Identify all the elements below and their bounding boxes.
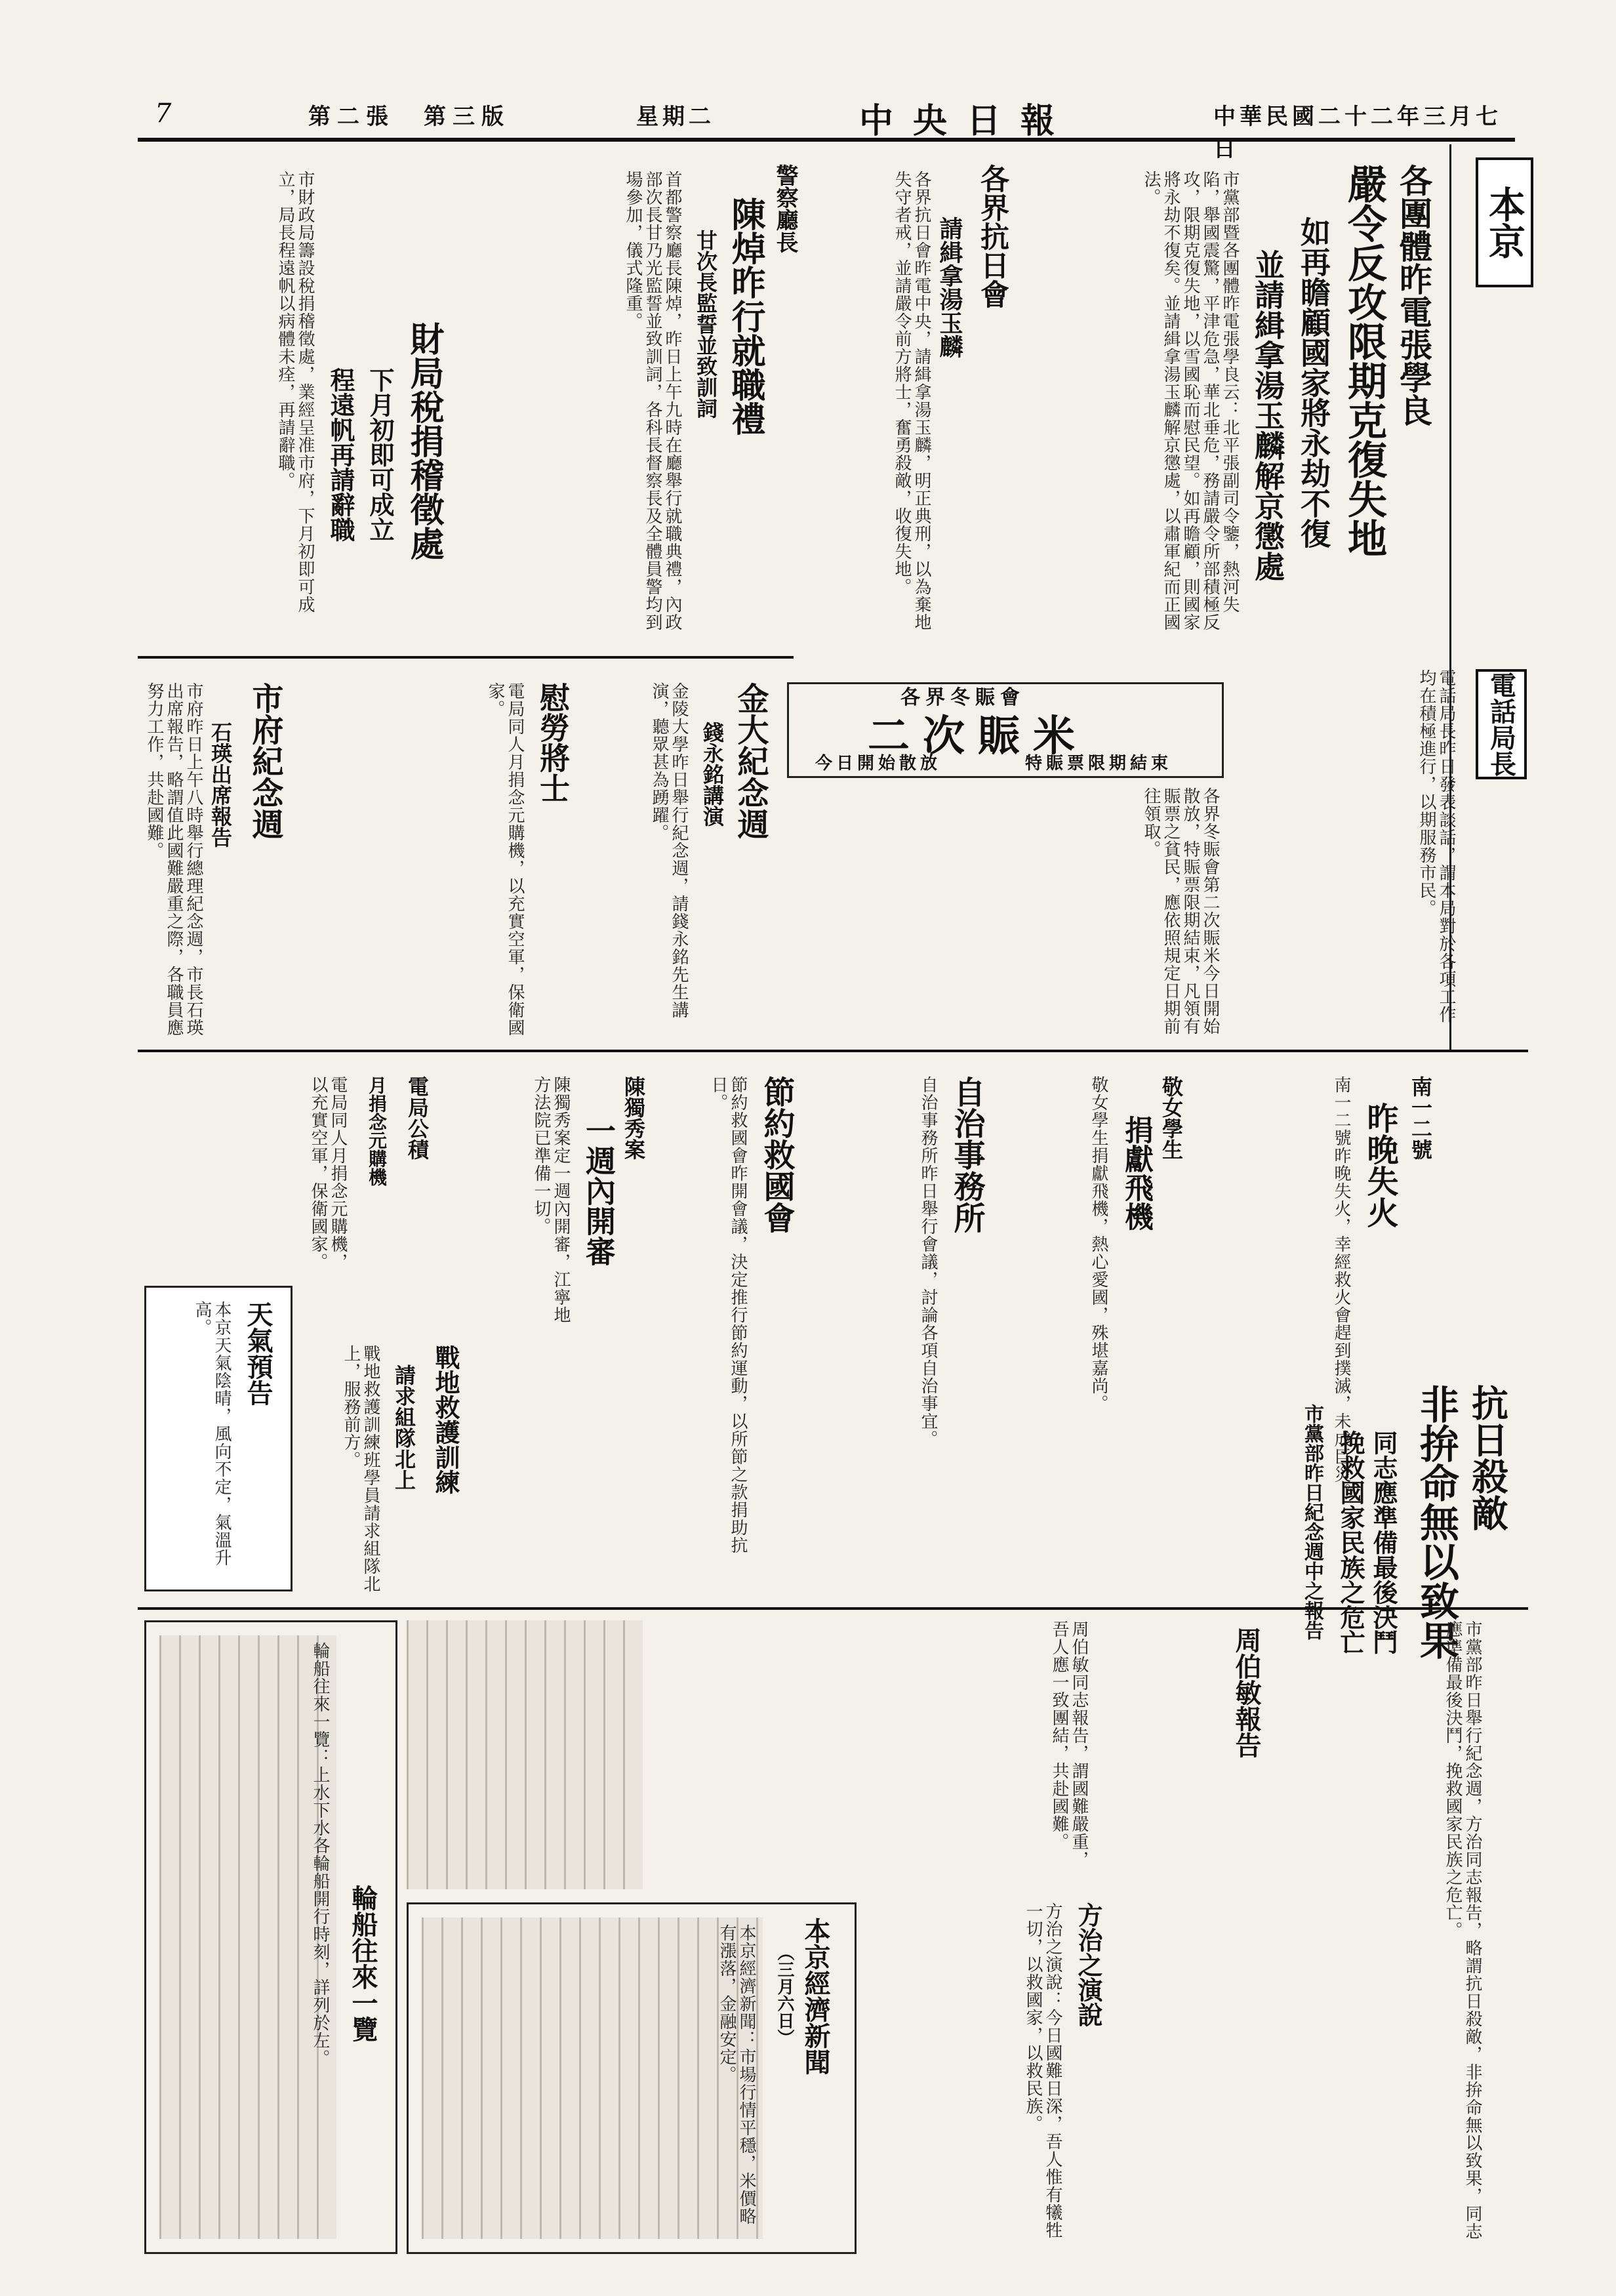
economy-date: （三月六日） <box>775 1944 794 2046</box>
headline-7-sub: 今日開始散放 <box>815 754 942 773</box>
headline-15-sub2: 挽救國家民族之危亡 <box>1336 1430 1365 1654</box>
weather-text: 本京天氣陰晴，風向不定，氣溫升高。 <box>192 1301 232 1567</box>
weather-title: 天氣預告 <box>243 1301 273 1406</box>
headline-10: 昨晚失火 <box>1362 1102 1398 1228</box>
headline-8: 金大紀念週 <box>732 682 769 840</box>
headline-5: 市府紀念週 <box>247 682 283 840</box>
headline-14: 捐獻飛機 <box>1120 1115 1153 1231</box>
headline-7: 二次賑米 <box>868 712 1088 761</box>
article-6-body: 電局同人月捐念元購機，以充實空軍，保衛國家。 <box>485 682 525 1036</box>
headline-11-sub: 陳獨秀案 <box>621 1076 646 1160</box>
headline-3: 陳焯昨行就職禮 <box>725 197 765 436</box>
headline-3-sub2: 甘次長監誓並致訓詞 <box>693 230 718 419</box>
headline-9: 電話局長 <box>1476 669 1527 779</box>
headline-1-line2: 嚴令反攻限期克復失地 <box>1341 164 1387 558</box>
article-1-body: 市黨部暨各團體昨電張學良云：北平張副司令鑒，熱河失陷，舉國震驚，平津危急，華北垂危，務請嚴令所部積極反攻，限期克復失地，以雪國恥而慰民望。如再瞻顧，則國家將永劫不復矣。並請緝拿湯玉麟解京懲處，以肅軍紀而正國法。 <box>1141 171 1240 631</box>
headline-15-sub3: 市黨部昨日紀念週中之報告 <box>1301 1404 1323 1640</box>
masthead <box>138 92 1515 162</box>
headline-16: 方治之演說 <box>1074 1902 1103 2027</box>
article-15-body: 市黨部昨日舉行紀念週，方治同志報告，略謂抗日殺敵，非拚命無以致果，同志應準備最後決鬥，挽救國家民族之危亡。 <box>1443 1620 1482 2240</box>
article-10-body: 南一二號昨晚失火，幸經救火會趕到撲滅，未成巨災。 <box>1331 1076 1351 1501</box>
weekday: 星期二 <box>636 104 715 130</box>
headline-4-sub2: 程遠帆再請辭職 <box>326 367 355 542</box>
article-19-body: 電局同人月捐念元購機，以充實空軍，保衛國家。 <box>308 1076 348 1271</box>
article-12-body: 節約救國會昨開會議，決定推行節約運動，以所節之款捐助抗日。 <box>708 1076 748 1554</box>
headline-10-sub: 南一二號 <box>1408 1076 1433 1160</box>
issue-date: 中華民國二十二年三月七日 <box>1213 104 1502 162</box>
headline-5-sub: 石瑛出席報告 <box>208 722 233 848</box>
headline-14-sub: 敬女學生 <box>1159 1076 1184 1160</box>
article-11-body: 陳獨秀案定一週內開審，江寧地方法院已準備一切。 <box>531 1076 571 1324</box>
band-rule <box>138 656 794 659</box>
headline-11: 一週內開審 <box>581 1115 616 1266</box>
article-17-body: 戰地救護訓練班學員請求組隊北上，服務前方。 <box>341 1345 380 1593</box>
economy-text: 本京經濟新聞：市場行情平穩，米價略有漲落，金融安定。 <box>717 1924 756 2225</box>
headline-19-sub: 月捐念元購機 <box>366 1076 388 1186</box>
headline-7-top: 各界冬賑會 <box>900 686 1025 709</box>
market-table <box>407 1620 643 1889</box>
shipping-box <box>144 1620 397 2254</box>
headline-7-sub2: 特賑票限期結束 <box>1025 754 1173 773</box>
article-16-body: 方治之演說：今日國難日深，吾人惟有犧牲一切，以救國家，以救民族。 <box>1023 1902 1062 2239</box>
headline-3-sub: 警察廳長 <box>772 164 798 253</box>
headline-17: 戰地救護訓練 <box>431 1345 460 1494</box>
page-mark: 7 <box>155 98 172 129</box>
article-5-body: 市府昨日上午八時舉行總理紀念週，市長石瑛出席報告，略謂值此國難嚴重之際，各職員應努力工作，共赴國難。 <box>144 682 203 1036</box>
shipping-text: 輪船往來一覽：上水下水各輪船開行時刻，詳列於左。 <box>310 1642 330 2067</box>
section-label: 本京 <box>1476 157 1533 287</box>
article-9-body: 電話局長昨日發表談話，謂本局對於各項工作均在積極進行，以期服務市民。 <box>1417 669 1456 1023</box>
headline-1-line3: 如再瞻顧國家將永劫不復 <box>1296 216 1331 548</box>
paper-name: 中央日報 <box>859 101 1075 141</box>
headline-8-sub: 錢永銘講演 <box>700 722 725 827</box>
headline-19: 電局公積 <box>405 1076 430 1160</box>
article-8-body: 金陵大學昨日舉行紀念週，請錢永銘先生講演，聽眾甚為踴躍。 <box>649 682 689 1019</box>
article-14-body: 敬女學生捐獻飛機，熱心愛國，殊堪嘉尚。 <box>1089 1076 1108 1412</box>
headline-15-line2: 非拚命無以致果 <box>1413 1384 1459 1660</box>
headline-17-sub: 請求組隊北上 <box>392 1364 416 1490</box>
headline-12: 節約救國會 <box>758 1076 795 1233</box>
weather-box <box>144 1286 293 1591</box>
shipping-title: 輪船往來一覽 <box>348 1885 378 2042</box>
headline-2: 各界抗日會 <box>975 164 1009 308</box>
band-rule <box>138 1050 1528 1052</box>
headline-1-line4: 並請緝拿湯玉麟解京懲處 <box>1250 249 1285 581</box>
headline-2-sub: 請緝拿湯玉麟 <box>936 216 963 358</box>
headline-15: 抗日殺敵 <box>1466 1384 1509 1531</box>
article-18-body: 周伯敏同志報告，謂國難嚴重，吾人應一致團結，共赴國難。 <box>1049 1620 1089 1868</box>
headline-18: 周伯敏報告 <box>1231 1627 1262 1758</box>
headline-6: 慰勞將士 <box>535 682 571 803</box>
headline-1-line1: 各團體昨電張學良 <box>1394 164 1433 426</box>
article-4-body: 市財政局籌設稅捐稽徵處，業經呈准市府，下月初即可成立，局長程遠帆以病體未痊，再請辭職。 <box>275 171 315 613</box>
article-7-body: 各界冬賑會第二次賑米今日開始散放，特賑票限期結束，凡領有賑票之貧民，應依照規定日期前往領取。 <box>1141 787 1220 1035</box>
page-number: 第二張 第三版 <box>308 104 510 130</box>
economy-box <box>407 1902 857 2254</box>
headline-4-sub: 下月初即可成立 <box>365 367 395 542</box>
article-2-body: 各界抗日會昨電中央，請緝拿湯玉麟，明正典刑，以為棄地失守者戒，並請嚴令前方將士，奮勇殺敵，收復失地。 <box>892 171 931 631</box>
economy-title: 本京經濟新聞 <box>800 1917 831 2075</box>
article-13-body: 自治事務所昨日舉行會議，討論各項自治事宜。 <box>918 1076 938 1448</box>
relief-box <box>787 682 1224 778</box>
headline-15-sub: 同志應準備最後決鬥 <box>1369 1430 1398 1654</box>
headline-4: 財局稅捐稽徵處 <box>404 321 444 560</box>
headline-13: 自治事務所 <box>948 1076 985 1233</box>
article-3-body: 首都警察廳長陳焯，昨日上午九時在廳舉行就職典禮，內政部次長甘乃光監誓並致訓詞，各科長督察長及全體員警均到場參加，儀式隆重。 <box>623 171 682 631</box>
